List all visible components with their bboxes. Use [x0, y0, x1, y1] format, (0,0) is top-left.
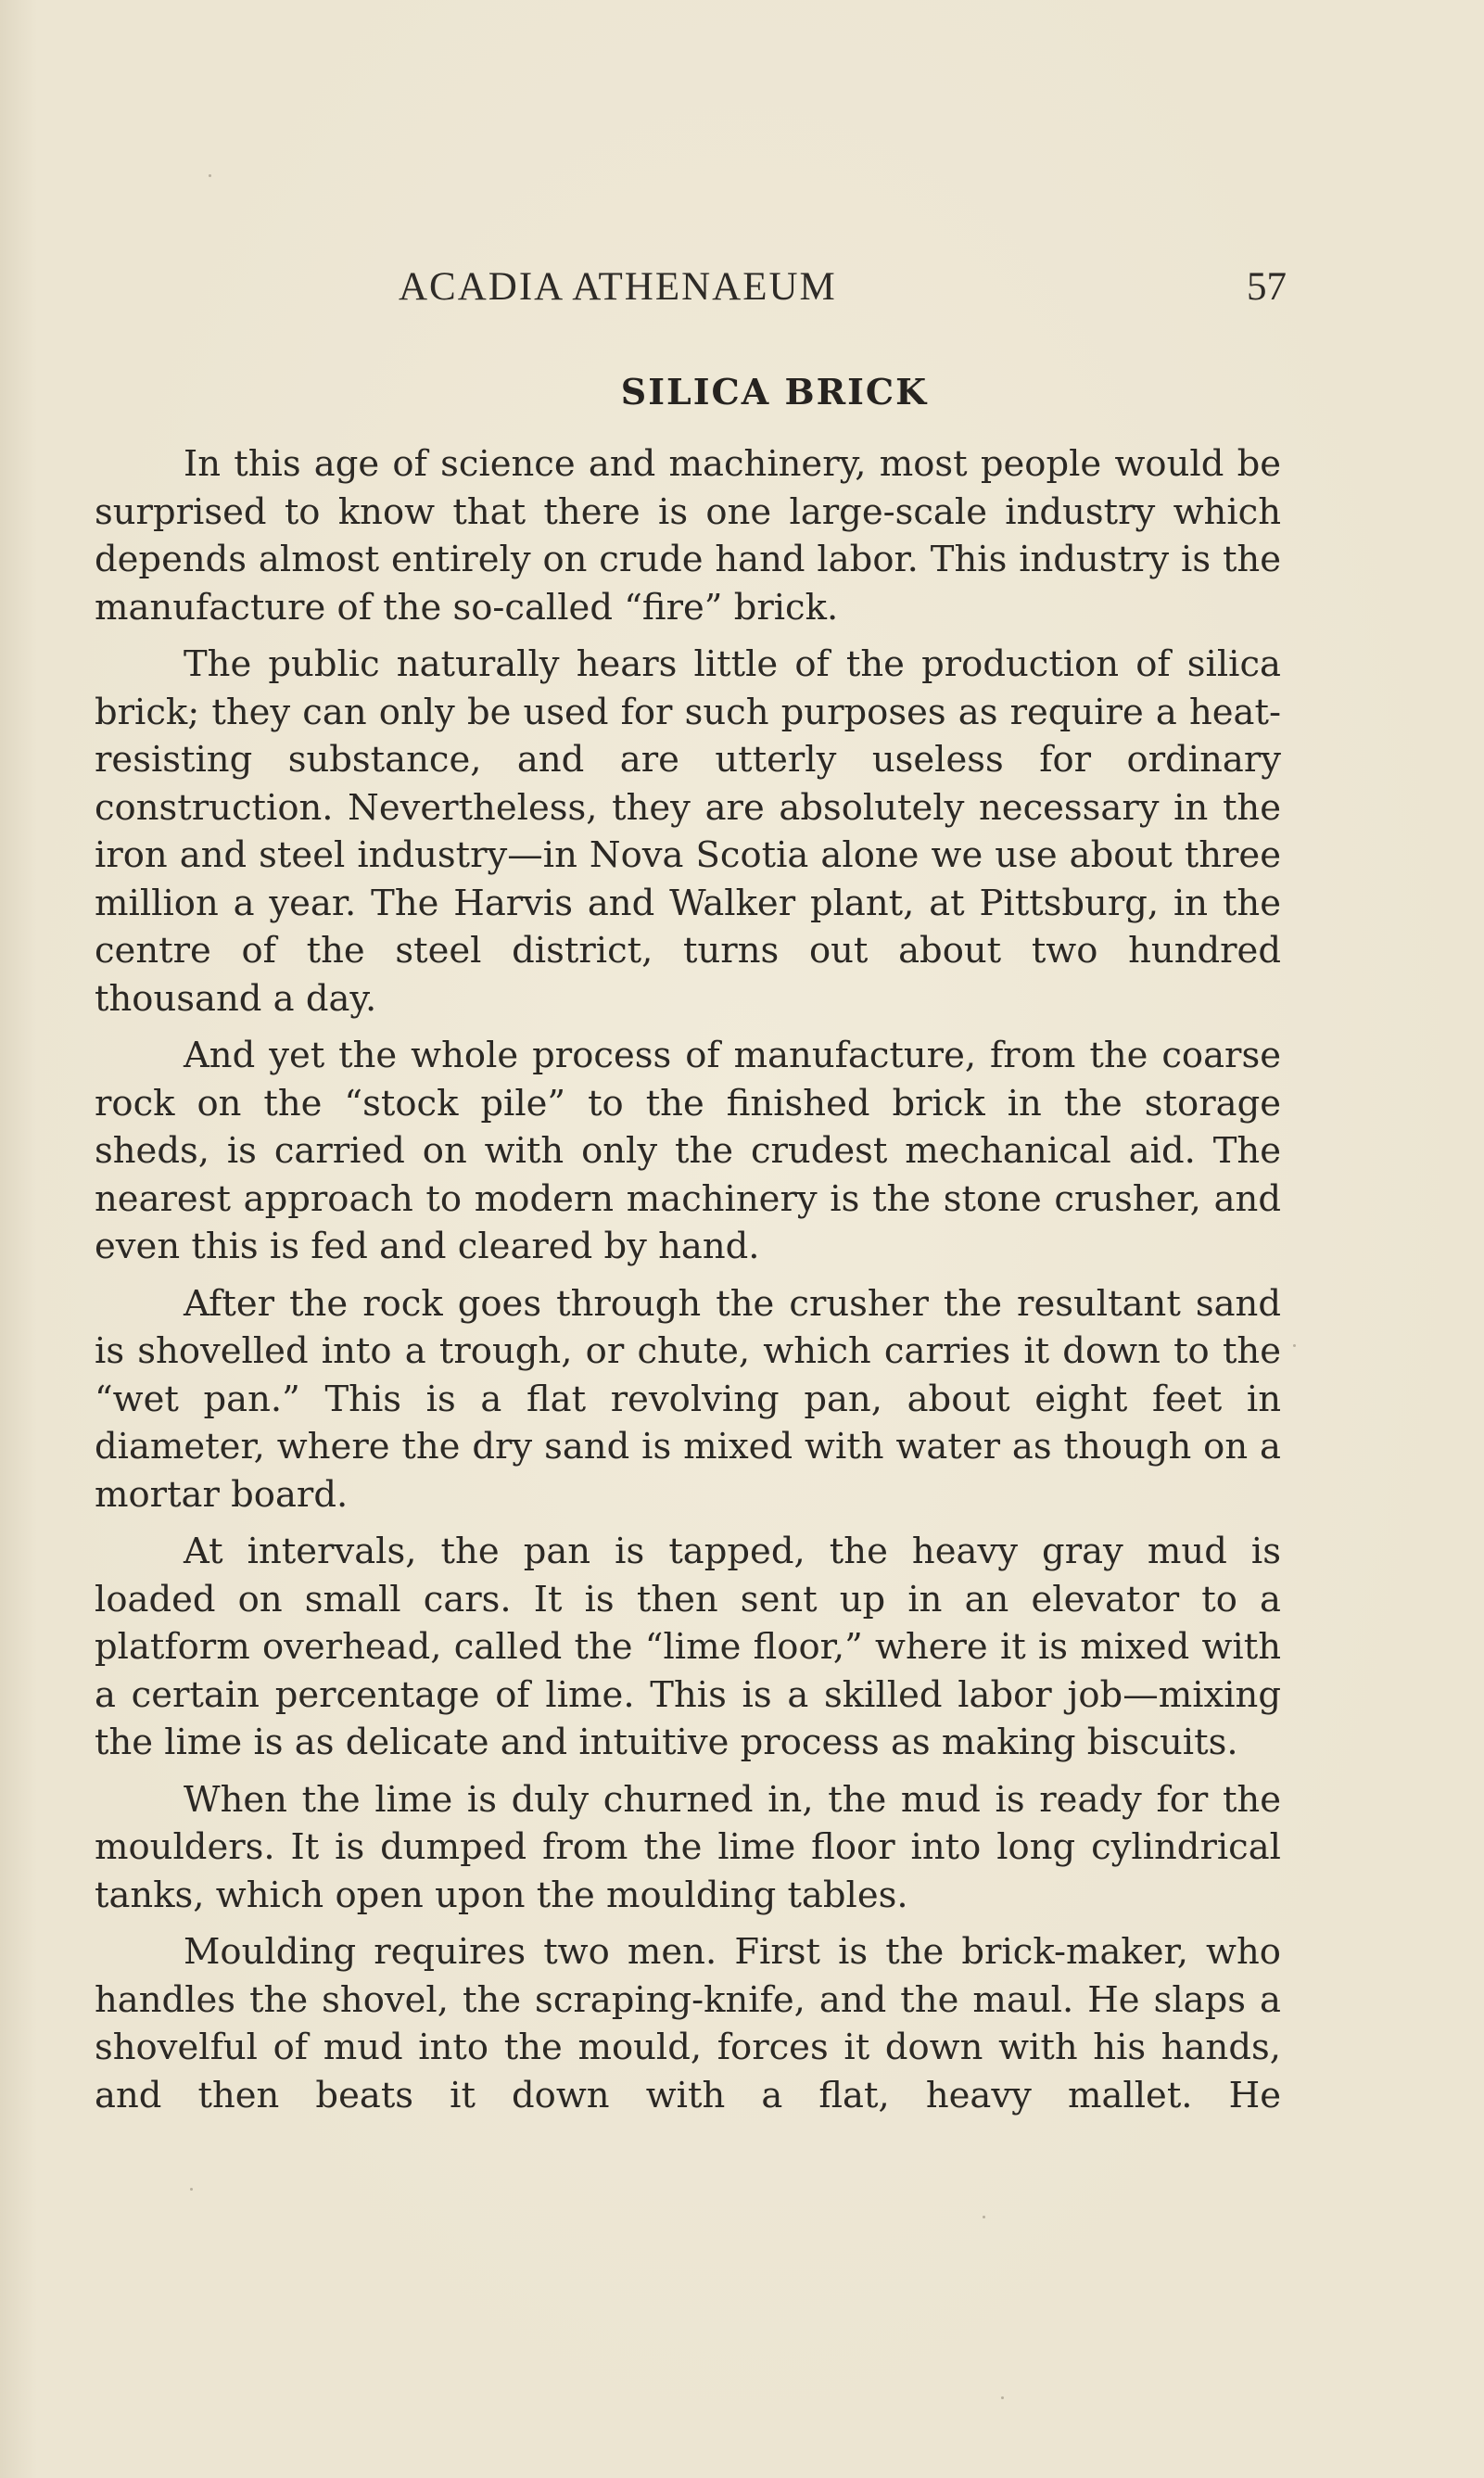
journal-title: ACADIA ATHENAEUM: [399, 265, 837, 309]
running-head: [93, 264, 1287, 320]
page-number: 57: [1247, 265, 1287, 309]
paper-speck: [209, 174, 211, 177]
paragraph: And yet the whole process of manufacture, from the coarse rock on the “stock pile” to the finished brick in the storage sheds, is carried on with only the crudest mechanical aid. The nearest approach to modern machinery is the stone crusher, and even this is fed and cleared by hand.: [95, 1035, 1281, 1267]
paper-speck: [1293, 1344, 1296, 1347]
article-title: SILICA BRICK: [620, 371, 929, 413]
article-body: [95, 440, 1281, 2129]
paper-speck: [983, 2216, 985, 2218]
paragraph: In this age of science and machinery, most people would be surprised to know that there is one large-scale industry which depends almost entirely on crude hand labor. This industry is the manufacture of the so-called “fire” brick.: [95, 443, 1281, 629]
paragraph: After the rock goes through the crusher the resultant sand is shovelled into a trough, or chute, which carries it down to the “wet pan.” This is a flat revolving pan, about eight feet in diameter, where the dry sand is mixed with water as though on a mortar board.: [95, 1282, 1281, 1516]
paper-speck: [1001, 2396, 1004, 2399]
paragraph: At intervals, the pan is tapped, the heavy gray mud is loaded on small cars. It is then sent up in an elevator to a platform overhead, called the “lime floor,” where it is mixed with a certain percentage of lime. This is a skilled labor job—mixing the lime is as delicate and intuitive process as making biscuits.: [95, 1531, 1281, 1763]
paper-speck: [190, 2188, 193, 2191]
paper-speck: [1268, 471, 1271, 474]
paragraph: The public naturally hears little of the production of silica brick; they can only be used for such purposes as require a heat-resisting substance, and are utterly useless for ordinary construction. Nevertheless, they are absolutely necessary in the iron and steel industry—in Nova Scotia alone we use about three million a year. The Harvis and Walker plant, at Pittsburg, in the centre of the steel district, turns out about two hundred thousand a day.: [95, 643, 1281, 1020]
paragraph: When the lime is duly churned in, the mud is ready for the moulders. It is dumped from the lime floor into long cylindrical tanks, which open upon the moulding tables.: [95, 1778, 1281, 1916]
paragraph: Moulding requires two men. First is the brick-maker, who handles the shovel, the scraping-knife, and the maul. He slaps a shovelful of mud into the mould, forces it down with his hands, and then beats it down with a flat, heavy mallet. He: [95, 1931, 1281, 2116]
